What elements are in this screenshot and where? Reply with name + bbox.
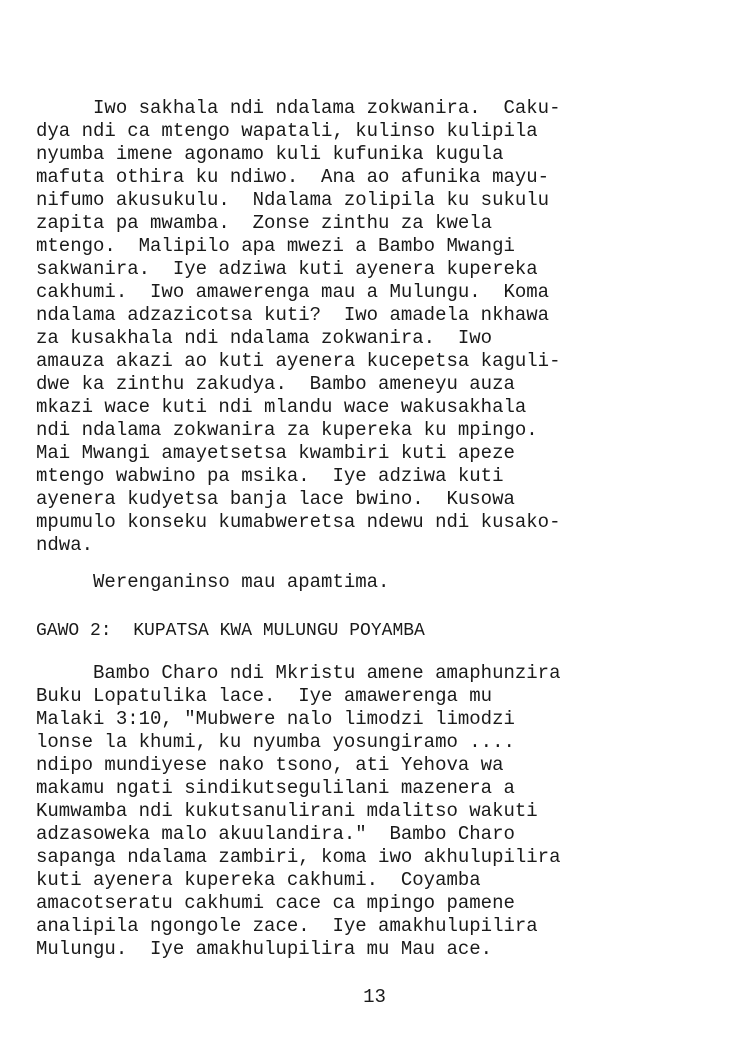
paragraph3-line: lonse la khumi, ku nyumba yosungiramo .... [36, 731, 515, 753]
paragraph1-line: ayenera kudyetsa banja lace bwino. Kusowa [36, 488, 515, 510]
paragraph1-line: za kusakhala ndi ndalama zokwanira. Iwo [36, 327, 493, 349]
section-heading [36, 620, 696, 643]
paragraph1-line: mtengo. Malipilo apa mwezi a Bambo Mwangi [36, 235, 515, 257]
paragraph3-line: Mulungu. Iye amakhulupilira mu Mau ace. [36, 938, 493, 960]
section-heading-text: GAWO 2: KUPATSA KWA MULUNGU POYAMBA [36, 621, 425, 641]
paragraph1-line: mafuta othira ku ndiwo. Ana ao afunika mayu- [36, 166, 550, 188]
paragraph-2 [36, 571, 696, 594]
page-number: 13 [363, 986, 386, 1008]
paragraph1-line: Mai Mwangi amayetsetsa kwambiri kuti apeze [36, 442, 515, 464]
paragraph1-line: zapita pa mwamba. Zonse zinthu za kwela [36, 212, 493, 234]
paragraph3-line: adzasoweka malo akuulandira." Bambo Charo [36, 823, 515, 845]
paragraph-3 [36, 662, 696, 961]
paragraph1-line: nyumba imene agonamo kuli kufunika kugula [36, 143, 504, 165]
paragraph1-line: mkazi wace kuti ndi mlandu wace wakusakhala [36, 396, 527, 418]
paragraph1-line: mpumulo konseku kumabweretsa ndewu ndi kusako- [36, 511, 561, 533]
paragraph3-line: Malaki 3:10, "Mubwere nalo limodzi limodzi [36, 708, 515, 730]
paragraph1-line: mtengo wabwino pa msika. Iye adziwa kuti [36, 465, 504, 487]
paragraph1-line: nifumo akusukulu. Ndalama zolipila ku sukulu [36, 189, 550, 211]
paragraph1-line: dwe ka zinthu zakudya. Bambo ameneyu auza [36, 373, 515, 395]
paragraph1-line: ndalama adzazicotsa kuti? Iwo amadela nkhawa [36, 304, 550, 326]
paragraph3-line: sapanga ndalama zambiri, koma iwo akhulupilira [36, 846, 561, 868]
paragraph1-line: sakwanira. Iye adziwa kuti ayenera kupereka [36, 258, 538, 280]
paragraph1-line: ndi ndalama zokwanira za kupereka ku mpingo. [36, 419, 538, 441]
paragraph1-line: ndwa. [36, 534, 94, 556]
paragraph3-line: amacotseratu cakhumi cace ca mpingo pamene [36, 892, 515, 914]
paragraph3-line: kuti ayenera kupereka cakhumi. Coyamba [36, 869, 481, 891]
paragraph1-line: dya ndi ca mtengo wapatali, kulinso kulipila [36, 120, 538, 142]
paragraph-2-line: Werenganinso mau apamtima. [36, 571, 390, 593]
paragraph1-line: Iwo sakhala ndi ndalama zokwanira. Caku- [36, 97, 561, 119]
paragraph-1 [36, 97, 696, 557]
paragraph3-line: Kumwamba ndi kukutsanulirani mdalitso wakuti [36, 800, 538, 822]
paragraph1-line: cakhumi. Iwo amawerenga mau a Mulungu. Koma [36, 281, 550, 303]
paragraph3-line: analipila ngongole zace. Iye amakhulupilira [36, 915, 538, 937]
paragraph3-line: makamu ngati sindikutsegulilani mazenera a [36, 777, 515, 799]
paragraph3-line: ndipo mundiyese nako tsono, ati Yehova wa [36, 754, 504, 776]
paragraph1-line: amauza akazi ao kuti ayenera kucepetsa kaguli- [36, 350, 561, 372]
paragraph3-line: Bambo Charo ndi Mkristu amene amaphunzira [36, 662, 561, 684]
paragraph3-line: Buku Lopatulika lace. Iye amawerenga mu [36, 685, 493, 707]
